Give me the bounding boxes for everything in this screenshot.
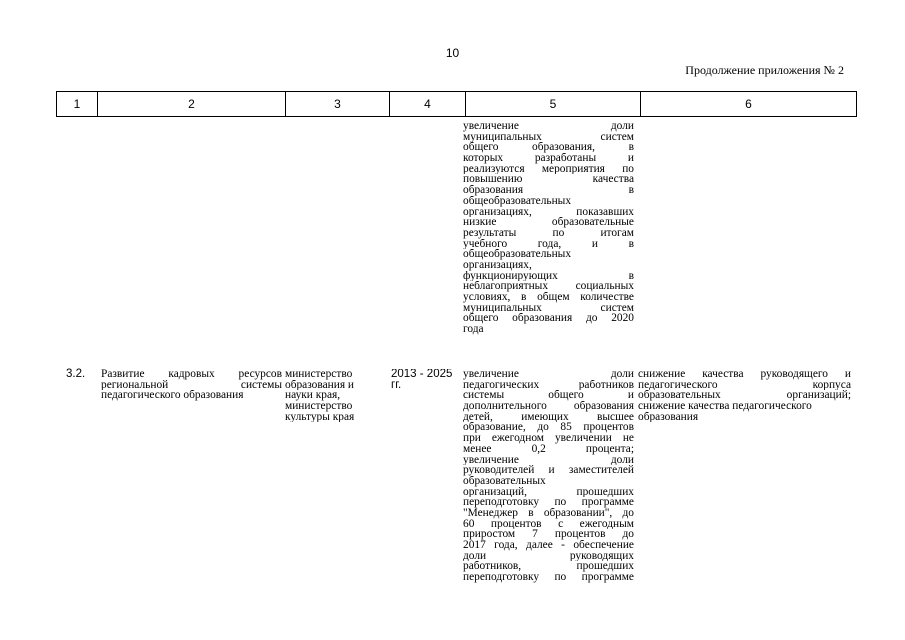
risks [638, 369, 851, 422]
text-line: 2013 - 2025 [391, 369, 453, 380]
text-line: общеобразовательных [463, 195, 572, 207]
text-line: организациях, [463, 259, 532, 271]
text-line: переподготовку по программе [463, 497, 634, 508]
text-line: муниципальных систем [463, 302, 634, 314]
text-line: Развитие кадровых ресурсов [101, 369, 282, 380]
header-col-6: 6 [641, 92, 857, 117]
text-line: снижение качества педагогического [638, 401, 812, 412]
header-col-3: 3 [286, 92, 390, 117]
header-col-5: 5 [466, 92, 641, 117]
text-line: приростом 7 процентов до [463, 529, 634, 540]
text-line: увеличение доли [463, 369, 634, 380]
continuation-indicator-text [463, 121, 634, 335]
text-line: министерство [285, 369, 353, 380]
text-line: науки края, [285, 390, 341, 402]
text-line: функционирующих в [463, 270, 634, 282]
text-line: результаты по итогам [463, 227, 634, 239]
text-line: детей, имеющих высшее [463, 411, 634, 423]
executors [285, 369, 385, 422]
page-number: 10 [445, 46, 460, 60]
text-line: неблагоприятных социальных [463, 281, 634, 292]
text-line: гг. [391, 379, 402, 391]
text-line: образования [638, 411, 699, 423]
text-line: общего образования до 2020 [463, 313, 634, 325]
text-line: работников, прошедших [463, 561, 634, 573]
text-line: увеличение доли [463, 454, 634, 466]
text-line: повышению качества [463, 174, 634, 186]
text-line: снижение качества руководящего и [638, 369, 851, 380]
text-line: образования в [463, 185, 634, 196]
text-line: образовательных организаций; [638, 390, 851, 402]
text-line: менее 0,2 процента; [463, 443, 634, 455]
text-line: увеличение доли [463, 121, 634, 132]
text-line: которых разработаны и [463, 153, 634, 164]
header-col-4: 4 [390, 92, 466, 117]
text-line: муниципальных систем [463, 131, 634, 143]
text-line: учебного года, и в [463, 238, 634, 250]
indicators [463, 369, 634, 583]
text-line: культуры края [285, 411, 355, 423]
text-line: педагогического образования [101, 390, 244, 402]
text-line: системы общего и [463, 390, 634, 402]
text-line: низкие образовательные [463, 217, 634, 228]
text-line: образовательных [463, 475, 546, 487]
text-line: дополнительного образования [463, 401, 634, 412]
text-line: руководителей и заместителей [463, 465, 634, 476]
text-line: организациях, показавших [463, 206, 634, 218]
text-line: региональной системы [101, 379, 282, 391]
text-line: при ежегодном увеличении не [463, 433, 634, 444]
implementation-period [391, 369, 461, 390]
text-line: общего образования, в [463, 142, 634, 154]
table-header-row [56, 91, 857, 117]
text-line: общеобразовательных [463, 249, 572, 260]
row-number: 3.2. [66, 368, 86, 380]
text-line: условиях, в общем количестве [463, 292, 634, 303]
text-line: доли руководящих [463, 550, 634, 562]
appendix-note: Продолжение приложения № 2 [685, 63, 844, 77]
header-col-2: 2 [98, 92, 286, 117]
text-line: "Менеджер в образовании", до [463, 507, 634, 519]
text-line: 60 процентов с ежегодным [463, 518, 634, 530]
text-line: образование, до 85 процентов [463, 422, 634, 434]
text-line: педагогического корпуса [638, 379, 851, 391]
activity-name [101, 369, 282, 401]
text-line: года [463, 324, 484, 335]
text-line: министерство [285, 401, 353, 412]
text-line: переподготовку по программе [463, 572, 634, 583]
text-line: 2017 года, далее - обеспечение [463, 540, 634, 551]
text-line: организаций, прошедших [463, 486, 634, 498]
text-line: реализуются мероприятия по [463, 163, 634, 175]
text-line: образования и [285, 379, 355, 391]
text-line: педагогических работников [463, 379, 634, 391]
header-col-1: 1 [57, 92, 98, 117]
